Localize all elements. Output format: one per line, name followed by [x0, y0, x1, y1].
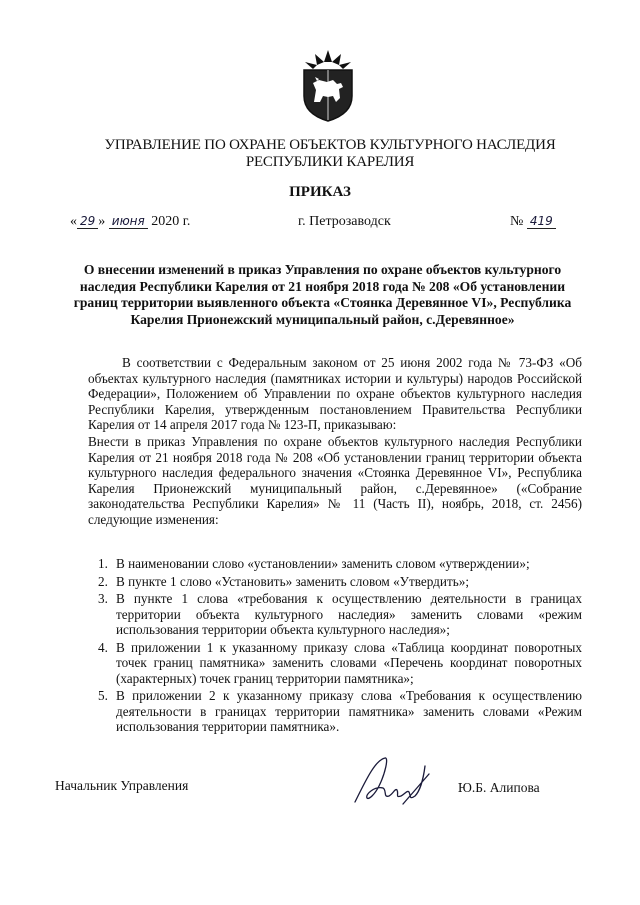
item-text: В приложении 2 к указанному приказу слова «Требования к осуществлению деятельности в границах территории памятника» заменить словами «Режим использования территории памятника».: [116, 688, 582, 734]
coat-of-arms-emblem: [297, 50, 359, 122]
item-number: 3.: [98, 591, 108, 606]
date-year: 2020 г.: [151, 214, 191, 229]
item-number: 2.: [98, 573, 108, 589]
item-text: В наименовании слово «установлении» заменить словом «утверждении»;: [116, 556, 530, 571]
preamble-paragraph: В соответствии с Федеральным законом от 25 июня 2002 года № 73-ФЗ «Об объектах культурного наследия (памятниках истории и культуры) народов Российской Федерации», Положением об Управлении по охране объектов культурного наследия Республики Карелия, утвержденным постановлением Правительства Республики Карелия от 14 апреля 2017 года № 123-П, приказываю:: [88, 355, 582, 432]
handwritten-month: июня: [109, 214, 148, 229]
signatory-position: Начальник Управления: [55, 778, 189, 793]
item-text: В пункте 1 слово «Установить» заменить словом «Утвердить»;: [116, 573, 469, 589]
list-item: [98, 688, 582, 735]
org-line-2: РЕСПУБЛИКИ КАРЕЛИЯ: [245, 154, 415, 170]
signatory-name: Ю.Б. Алипова: [458, 780, 540, 795]
date-close-quote: »: [98, 214, 106, 229]
handwritten-number: 419: [527, 214, 556, 229]
organization-name: [60, 137, 600, 171]
item-number: 1.: [98, 556, 108, 571]
list-item: [98, 556, 582, 572]
item-text: В приложении 1 к указанному приказу слова «Таблица координат поворотных точек границ памятника» заменить словами «Перечень координат поворотных (характерных) точек границ территории памятника»;: [116, 639, 582, 686]
item-number: 5.: [98, 688, 108, 703]
list-item: [98, 640, 582, 687]
list-item: [98, 591, 582, 638]
document-type: ПРИКАЗ: [289, 184, 351, 200]
city: г. Петрозаводск: [298, 214, 391, 229]
directive-paragraph: Внести в приказ Управления по охране объектов культурного наследия Республики Карелия от 21 ноября 2018 года № 208 «Об установлении границ территории объекта культурного наследия федерального значения «Стоянка Деревянное VI», Республика Карелия Прионежский муниципальный район, с.Деревянное» («Собрание законодательства Республики Карелия» № 11 (Часть II), ноябрь, 2018, ст. 2456) следующие изменения:: [88, 434, 582, 527]
org-line-1: УПРАВЛЕНИЕ ПО ОХРАНЕ ОБЪЕКТОВ КУЛЬТУРНОГО НАСЛЕДИЯ: [104, 137, 556, 153]
order-subject: О внесении изменений в приказ Управления по охране объектов культурного наследия Республики Карелия от 21 ноября 2018 года № 208 «Об установлении границ территории выявленного объекта «Стоянка Деревянное VI», Республика Карелия Прионежский муниципальный район, с.Деревянное»: [73, 262, 572, 327]
order-number: [510, 214, 556, 230]
list-item: [98, 574, 582, 590]
changes-list: [98, 556, 582, 737]
handwritten-signature: [345, 752, 440, 810]
item-number: 4.: [98, 639, 108, 655]
number-label: №: [510, 214, 524, 229]
date-open-quote: «: [70, 214, 77, 229]
order-date: [70, 214, 190, 230]
handwritten-day: 29: [77, 214, 98, 229]
item-text: В пункте 1 слова «требования к осуществлению деятельности в границах территории объекта культурного наследия» заменить словами «режим использования территории объекта культурного наследия»;: [116, 591, 582, 637]
